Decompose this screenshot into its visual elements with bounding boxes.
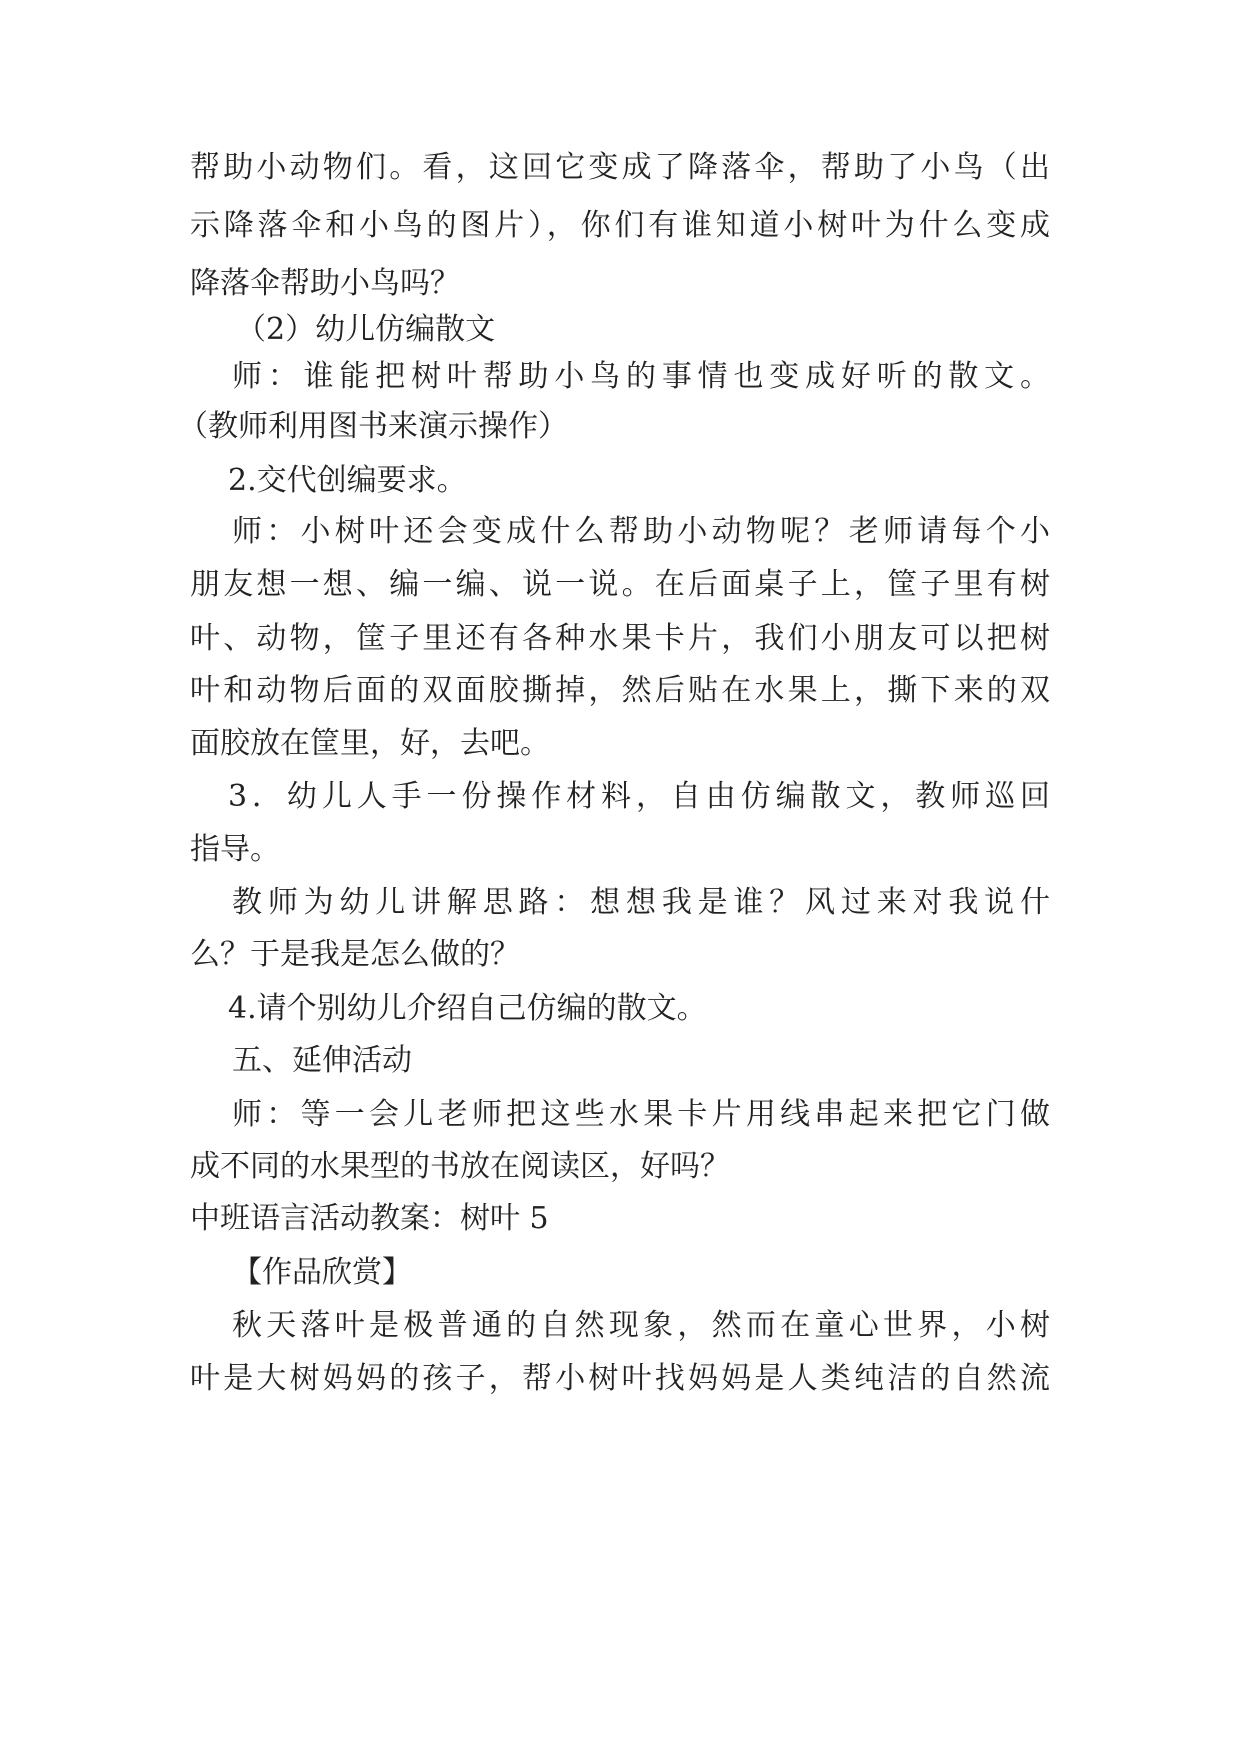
body-line: 成不同的水果型的书放在阅读区，好吗？: [190, 1149, 730, 1184]
body-line: 秋天落叶是极普通的自然现象，然而在童心世界，小树: [232, 1308, 1050, 1343]
body-line: 师：等一会儿老师把这些水果卡片用线串起来把它门做: [232, 1097, 1050, 1132]
body-line: 朋友想一想、编一编、说一说。在后面桌子上，筐子里有树: [190, 567, 1050, 602]
body-line: 叶、动物，筐子里还有各种水果卡片，我们小朋友可以把树: [190, 621, 1050, 656]
body-line: 师：谁能把树叶帮助小鸟的事情也变成好听的散文。: [232, 359, 1050, 394]
list-item: 2.交代创编要求。: [228, 463, 467, 498]
section-heading: 五、延伸活动: [232, 1043, 412, 1078]
body-line: 面胶放在筐里，好，去吧。: [190, 726, 550, 761]
body-line: 降落伞帮助小鸟吗？: [190, 266, 460, 301]
body-line: 师：小树叶还会变成什么帮助小动物呢？老师请每个小: [232, 514, 1050, 549]
body-line: 示降落伞和小鸟的图片），你们有谁知道小树叶为什么变成: [190, 208, 1050, 243]
subheading: （2）幼儿仿编散文: [236, 312, 496, 347]
document-title: 中班语言活动教案：树叶 5: [190, 1201, 549, 1236]
body-line: 叶和动物后面的双面胶撕掉，然后贴在水果上，撕下来的双: [190, 673, 1050, 708]
body-line: 么？于是我是怎么做的？: [190, 937, 520, 972]
body-line: 教师为幼儿讲解思路：想想我是谁？风过来对我说什: [232, 885, 1050, 920]
list-item: 3．幼儿人手一份操作材料，自由仿编散文，教师巡回: [228, 779, 1050, 814]
body-line: 帮助小动物们。看，这回它变成了降落伞，帮助了小鸟（出: [190, 150, 1050, 185]
body-line: 指导。: [190, 832, 280, 867]
body-line: 叶是大树妈妈的孩子，帮小树叶找妈妈是人类纯洁的自然流: [190, 1361, 1050, 1396]
body-line: （教师利用图书来演示操作）: [178, 409, 568, 444]
section-heading: 【作品欣赏】: [232, 1255, 412, 1290]
list-item: 4.请个别幼儿介绍自己仿编的散文。: [228, 991, 707, 1026]
